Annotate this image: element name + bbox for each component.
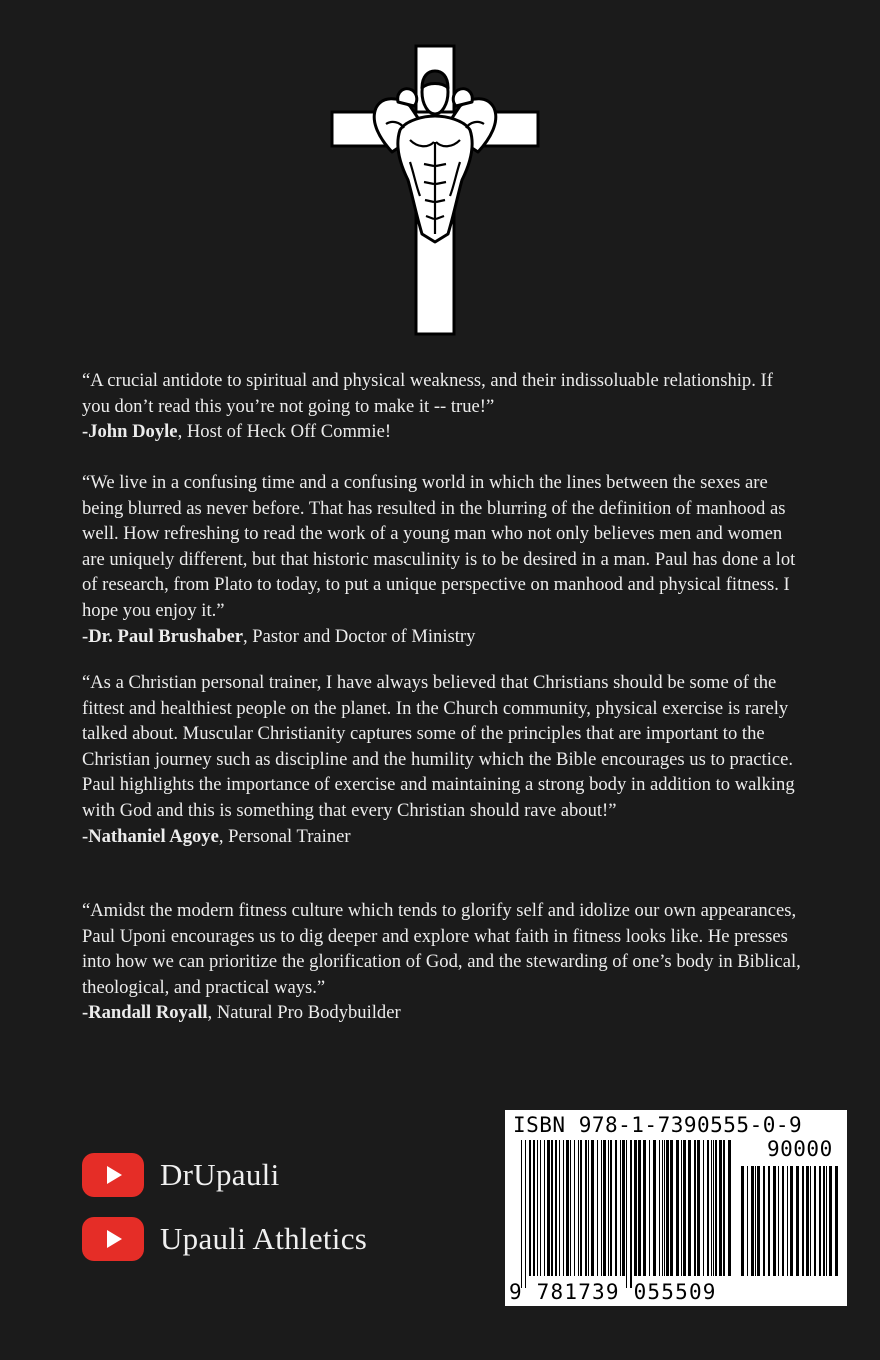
- barcode-bar: [540, 1140, 541, 1276]
- barcode-bar: [778, 1166, 779, 1276]
- barcode-bar: [707, 1140, 709, 1276]
- barcode-bar: [521, 1140, 522, 1288]
- barcode-bar: [570, 1140, 571, 1276]
- barcode-bar: [608, 1140, 609, 1276]
- youtube-icon: [82, 1217, 144, 1261]
- youtube-icon: [82, 1153, 144, 1197]
- barcode-bar: [755, 1166, 756, 1276]
- barcode-bar: [711, 1140, 712, 1276]
- barcode-bar: [703, 1140, 704, 1276]
- barcode-bar: [574, 1140, 575, 1276]
- barcode-bar: [681, 1140, 682, 1276]
- channel-name: Upauli Athletics: [160, 1221, 368, 1256]
- barcode-bar: [563, 1140, 564, 1276]
- quote-author: -Randall Royall: [82, 1002, 208, 1024]
- barcode-bar: [591, 1140, 594, 1276]
- barcode-bar: [810, 1166, 811, 1276]
- barcode-bar: [630, 1140, 632, 1288]
- barcode-bar: [694, 1140, 696, 1276]
- quote-text: “A crucial antidote to spiritual and physical weakness, and their indissoluable relationship. If you don’t read this you’re not going to make it -- true!”: [82, 370, 773, 417]
- barcode-bar: [533, 1140, 535, 1276]
- barcode-bar: [676, 1140, 679, 1276]
- barcode-bar: [683, 1140, 686, 1276]
- barcode-bar: [537, 1140, 538, 1276]
- barcode-bar: [659, 1140, 660, 1276]
- barcode-bar: [664, 1140, 665, 1276]
- barcode-bar: [728, 1140, 731, 1276]
- quote-author-role: , Pastor and Doctor of Ministry: [243, 625, 476, 647]
- barcode-bar: [823, 1166, 825, 1276]
- quote-text: “We live in a confusing time and a confusing world in which the lines between the sexes are being blurred as never before. That has resulted in the blurring of the definition of manhood as well. How refreshing to read the work of a young man who not only believes men and women are uniquely different, but that historic masculinity is to be desired in a man. Paul has done a lot of research, from Plato to today, to put a unique perspective on manhood and physical fitness. I hope you enjoy it.”: [82, 472, 796, 621]
- barcode-bar: [551, 1140, 553, 1276]
- barcode-bar: [634, 1140, 637, 1276]
- youtube-channel-drupauli[interactable]: [82, 1153, 279, 1197]
- barcode-bar: [814, 1166, 816, 1276]
- barcode-bar: [610, 1140, 612, 1276]
- quote-attribution: [82, 624, 802, 650]
- barcode-bar: [649, 1140, 650, 1276]
- barcode-bar: [544, 1140, 545, 1276]
- barcode-bar: [741, 1166, 744, 1276]
- barcode-bar: [578, 1140, 579, 1276]
- barcode-bar: [601, 1140, 602, 1276]
- barcode-bar: [525, 1140, 526, 1288]
- barcode-bar: [768, 1166, 770, 1276]
- barcode-bar: [763, 1166, 765, 1276]
- barcode-bar: [757, 1166, 760, 1276]
- barcode-bar: [670, 1140, 673, 1276]
- barcode-bar: [782, 1166, 784, 1276]
- barcode-bar: [597, 1140, 598, 1276]
- barcode-bar: [819, 1166, 821, 1276]
- quote-author: -John Doyle: [82, 421, 178, 443]
- quote-text: “Amidst the modern fitness culture which tends to glorify self and idolize our own appearances, Paul Uponi encourages us to dig deeper and explore what faith in fitness looks like. He presses into how we can prioritize the glorification of God, and the stewarding of one’s body in Biblical, theological, and practical ways.”: [82, 900, 801, 998]
- quote-author: -Dr. Paul Brushaber: [82, 625, 243, 647]
- barcode-bar: [626, 1140, 627, 1288]
- testimonial-quote: [82, 470, 802, 649]
- channel-name: DrUpauli: [160, 1157, 280, 1192]
- isbn-number: ISBN 978-1-7390555-0-9: [513, 1113, 803, 1137]
- barcode-bar: [826, 1166, 827, 1276]
- barcode-bar: [585, 1140, 587, 1276]
- barcode-bar: [747, 1166, 748, 1276]
- barcode-bar: [555, 1140, 557, 1276]
- ean-digits: 9 781739 055509: [509, 1280, 717, 1304]
- barcode-bar: [835, 1166, 838, 1276]
- quote-author-role: , Natural Pro Bodybuilder: [207, 1002, 401, 1024]
- barcode-bar: [622, 1140, 625, 1276]
- barcode-bar: [566, 1140, 569, 1276]
- barcode-bar: [620, 1140, 621, 1276]
- testimonial-quote: [82, 898, 802, 1026]
- price-code: 90000: [767, 1137, 833, 1161]
- barcode-bar: [529, 1140, 531, 1276]
- testimonial-quote: [82, 670, 802, 849]
- barcode-bar: [713, 1140, 714, 1276]
- barcode-bar: [697, 1140, 700, 1276]
- barcode-bar: [547, 1140, 550, 1276]
- barcode-bar: [723, 1140, 725, 1276]
- isbn-barcode: [505, 1110, 847, 1306]
- barcode-bar: [653, 1140, 656, 1276]
- barcode-bar: [638, 1140, 641, 1276]
- quote-attribution: [82, 419, 802, 445]
- barcode-bar: [559, 1140, 560, 1276]
- barcode-bar: [719, 1140, 722, 1276]
- barcode-bar: [662, 1140, 663, 1276]
- barcode-bar: [643, 1140, 646, 1276]
- ean-barcode-bars: [521, 1140, 733, 1288]
- barcode-bar: [666, 1140, 669, 1276]
- barcode-bar: [688, 1140, 691, 1276]
- youtube-channel-upauli-athletics[interactable]: [82, 1217, 367, 1261]
- barcode-bar: [787, 1166, 788, 1276]
- quote-author-role: , Host of Heck Off Commie!: [177, 421, 392, 443]
- barcode-bar: [751, 1166, 754, 1276]
- testimonial-quote: [82, 368, 802, 445]
- barcode-bar: [580, 1140, 582, 1276]
- quote-attribution: [82, 824, 802, 850]
- barcode-bar: [829, 1166, 832, 1276]
- quote-author-role: , Personal Trainer: [218, 825, 351, 847]
- barcode-bar: [773, 1166, 776, 1276]
- cross-bodybuilder-logo: [330, 44, 540, 336]
- addon-barcode-bars: [741, 1166, 839, 1276]
- quote-author: -Nathaniel Agoye: [82, 825, 219, 847]
- barcode-bar: [802, 1166, 804, 1276]
- barcode-bar: [588, 1140, 589, 1276]
- barcode-bar: [715, 1140, 717, 1276]
- barcode-bar: [603, 1140, 606, 1276]
- barcode-bar: [615, 1140, 617, 1276]
- quote-text: “As a Christian personal trainer, I have always believed that Christians should be some of the fittest and healthiest people on the planet. In the Church community, physical exercise is rarely talked about. Muscular Christianity captures some of the principles that are important to the Christian journey such as discipline and the humility which the Bible encourages us to practice. Paul highlights the importance of exercise and maintaining a strong body in addition to walking with God and this is something that every Christian should rave about!”: [82, 672, 795, 821]
- barcode-bar: [790, 1166, 793, 1276]
- barcode-bar: [796, 1166, 799, 1276]
- quote-attribution: [82, 1000, 802, 1026]
- barcode-bar: [806, 1166, 809, 1276]
